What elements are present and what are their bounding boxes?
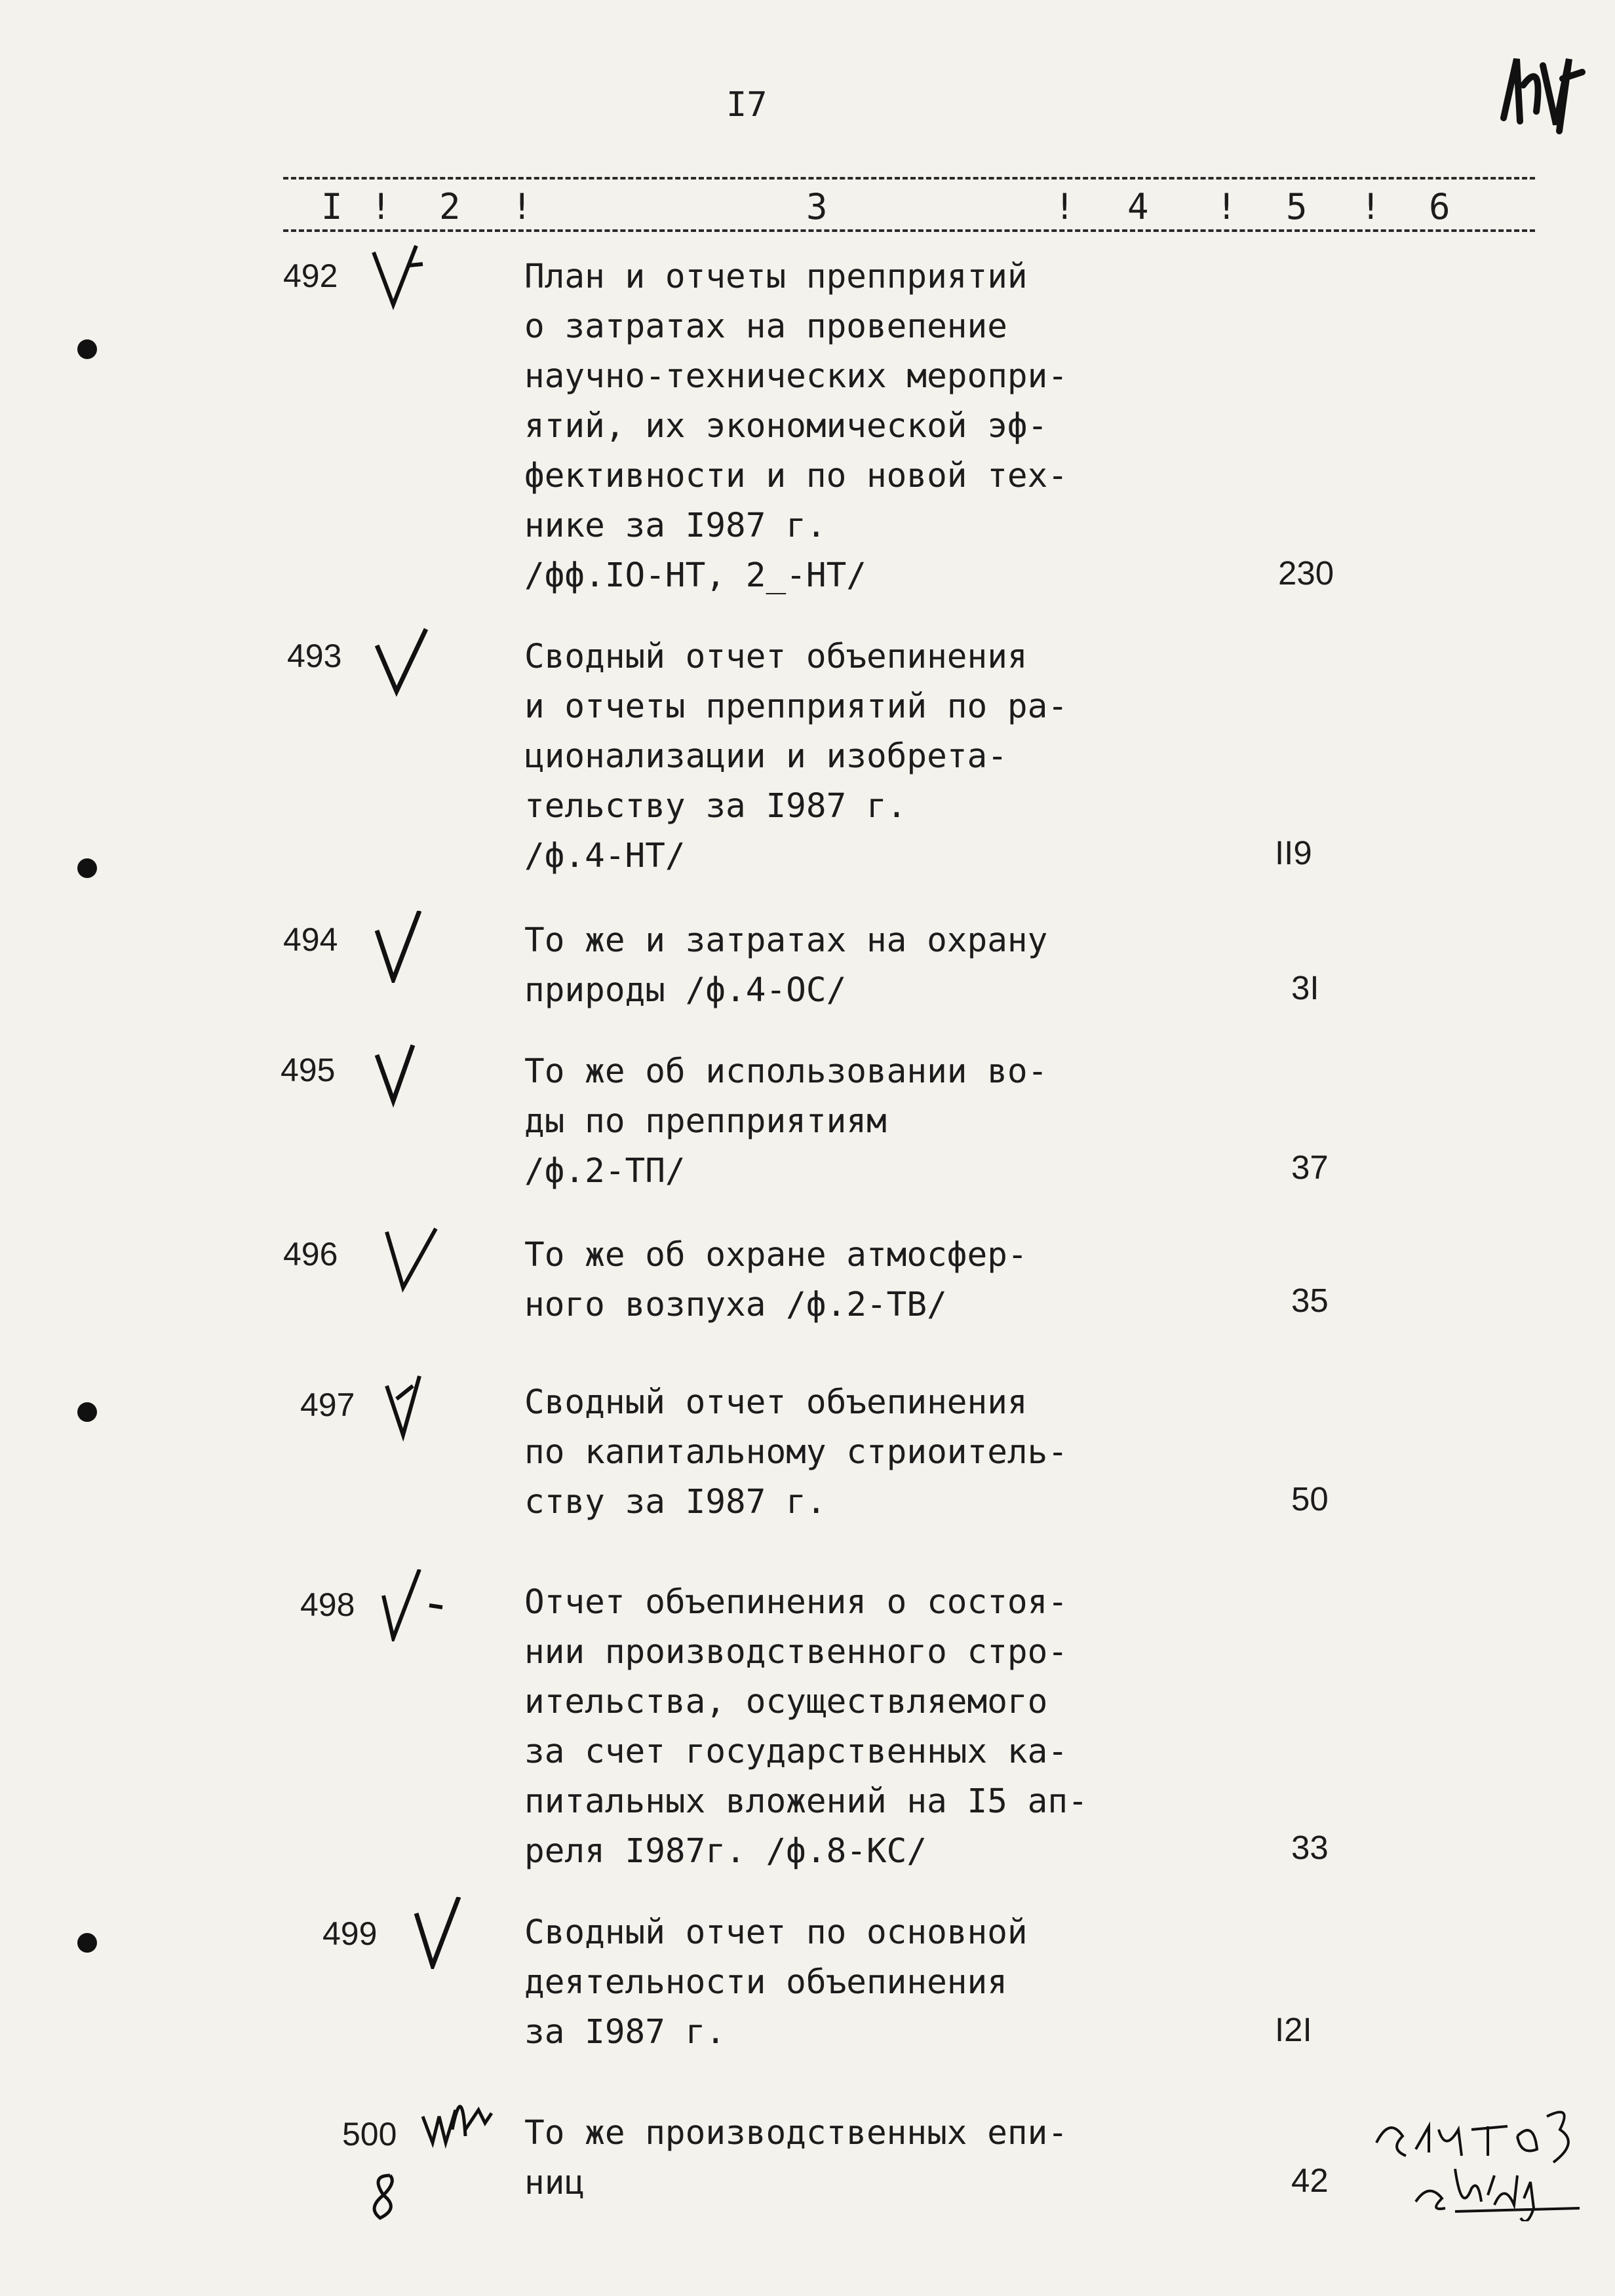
column-header: 5 bbox=[1286, 186, 1308, 227]
row-description: То же производственных епи- ниц bbox=[524, 2114, 1068, 2202]
handwritten-scribble-icon bbox=[419, 2077, 498, 2149]
corner-signature bbox=[1497, 46, 1589, 138]
row-number: 494 bbox=[283, 921, 338, 958]
column-separator: ! bbox=[1360, 186, 1382, 227]
check-mark-icon bbox=[374, 626, 439, 698]
check-mark-icon bbox=[374, 1042, 439, 1114]
check-mark-icon bbox=[370, 239, 436, 311]
binding-hole bbox=[77, 1402, 97, 1422]
column-separator: ! bbox=[1054, 186, 1076, 227]
column-separator: ! bbox=[370, 186, 392, 227]
handwritten-mark-under-500 bbox=[364, 2169, 403, 2221]
sheet-count: 3I bbox=[1291, 969, 1319, 1006]
check-mark-icon bbox=[374, 911, 439, 983]
row-description: План и отчеты препприятий о затратах на провепение научно-технических меропри- ятий, их экономической эф- фективности и по новой тех- нике за I987 г. /фф.IO-НТ, 2_-НТ/ bbox=[524, 258, 1068, 595]
handwritten-note-image bbox=[1363, 2090, 1599, 2221]
row-description: То же и затратах на охрану природы /ф.4-ОС/ bbox=[524, 921, 1048, 1010]
column-header: 3 bbox=[806, 186, 828, 227]
sheet-count: II9 bbox=[1275, 834, 1312, 871]
row-number: 500 bbox=[342, 2116, 397, 2152]
row-description: Сводный отчет объепинения и отчеты препприятий по ра- ционализации и изобрета- тельству за I987 г. /ф.4-НТ/ bbox=[524, 638, 1068, 875]
row-number: 492 bbox=[283, 258, 338, 294]
row-number: 499 bbox=[322, 1915, 378, 1952]
check-mark-icon bbox=[413, 1897, 478, 1969]
check-mark-icon bbox=[383, 1373, 449, 1445]
check-mark-icon bbox=[383, 1222, 449, 1294]
binding-hole bbox=[77, 339, 97, 359]
row-description: Сводный отчет объепинения по капитальному стриоитель- ству за I987 г. bbox=[524, 1383, 1068, 1521]
page-number: I7 bbox=[726, 85, 768, 124]
row-number: 495 bbox=[281, 1052, 336, 1088]
row-number: 496 bbox=[283, 1236, 338, 1272]
sheet-count: 50 bbox=[1291, 1480, 1329, 1518]
row-description: То же об охране атмосфер- ного возпуха /ф.2-ТВ/ bbox=[524, 1236, 1028, 1324]
sheet-count: 37 bbox=[1291, 1149, 1329, 1186]
header-rule-bottom bbox=[283, 229, 1535, 232]
column-header: 2 bbox=[439, 186, 461, 227]
column-header: 4 bbox=[1127, 186, 1149, 227]
column-header: 6 bbox=[1429, 186, 1450, 227]
row-number: 493 bbox=[287, 638, 342, 674]
binding-hole bbox=[77, 858, 97, 878]
check-mark-icon bbox=[380, 1569, 446, 1641]
binding-hole bbox=[77, 1933, 97, 1953]
column-separator: ! bbox=[1216, 186, 1237, 227]
header-rule-top bbox=[283, 177, 1535, 180]
sheet-count: I2I bbox=[1275, 2011, 1312, 2048]
sheet-count: 42 bbox=[1291, 2162, 1329, 2199]
row-description: Отчет объепинения о состоя- нии производственного стро- ительства, осуществляемого за счет государственных ка- питальных вложений на I5 ап- реля I987г. /ф.8-КС/ bbox=[524, 1583, 1088, 1871]
column-header: I bbox=[321, 186, 343, 227]
column-separator: ! bbox=[511, 186, 533, 227]
sheet-count: 35 bbox=[1291, 1282, 1329, 1319]
row-description: То же об использовании во- ды по препприятиям /ф.2-ТП/ bbox=[524, 1052, 1048, 1191]
row-number: 497 bbox=[300, 1387, 355, 1423]
sheet-count: 33 bbox=[1291, 1829, 1329, 1866]
row-description: Сводный отчет по основной деятельности объепинения за I987 г. bbox=[524, 1913, 1028, 2052]
row-number: 498 bbox=[300, 1586, 355, 1623]
sheet-count: 230 bbox=[1278, 554, 1334, 592]
